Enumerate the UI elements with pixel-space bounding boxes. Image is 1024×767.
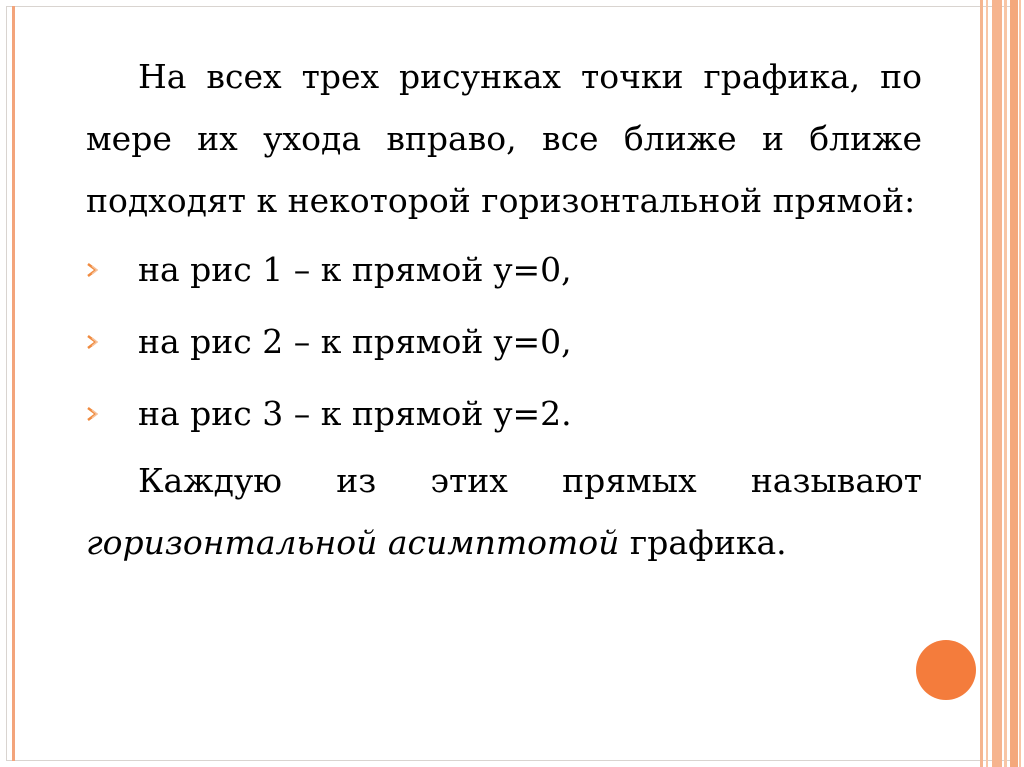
arrow-bullet-icon <box>86 262 102 278</box>
list-item <box>86 378 922 450</box>
arrow-bullet-icon <box>86 334 102 350</box>
list-item <box>86 234 922 306</box>
right-stripe <box>1010 0 1018 767</box>
intro-paragraph: На всех трех рисунках точки графика, по мере их ухода вправо, все ближе и ближе подходят к некоторой горизонтальной прямой: <box>86 57 922 220</box>
left-stripe <box>12 6 15 761</box>
right-stripe <box>980 0 983 767</box>
bullet-text: на рис 2 – к прямой y=0, <box>138 322 572 361</box>
bullet-list <box>86 234 922 450</box>
right-stripe <box>1004 0 1007 767</box>
orange-circle <box>916 640 976 700</box>
conclusion-text: Каждую из этих прямых называют <box>138 461 922 500</box>
arrow-bullet-icon <box>86 406 102 422</box>
conclusion-end: графика. <box>619 523 787 562</box>
bullet-text: на рис 3 – к прямой y=2. <box>138 394 572 433</box>
conclusion-paragraph <box>86 450 922 574</box>
list-item <box>86 306 922 378</box>
asymptote-term: горизонтальной асимптотой <box>86 523 620 562</box>
right-stripe <box>986 0 988 767</box>
bullet-text: на рис 1 – к прямой y=0, <box>138 250 572 289</box>
slide-content <box>86 46 922 574</box>
right-stripe <box>1019 0 1021 767</box>
right-stripe <box>992 0 1002 767</box>
